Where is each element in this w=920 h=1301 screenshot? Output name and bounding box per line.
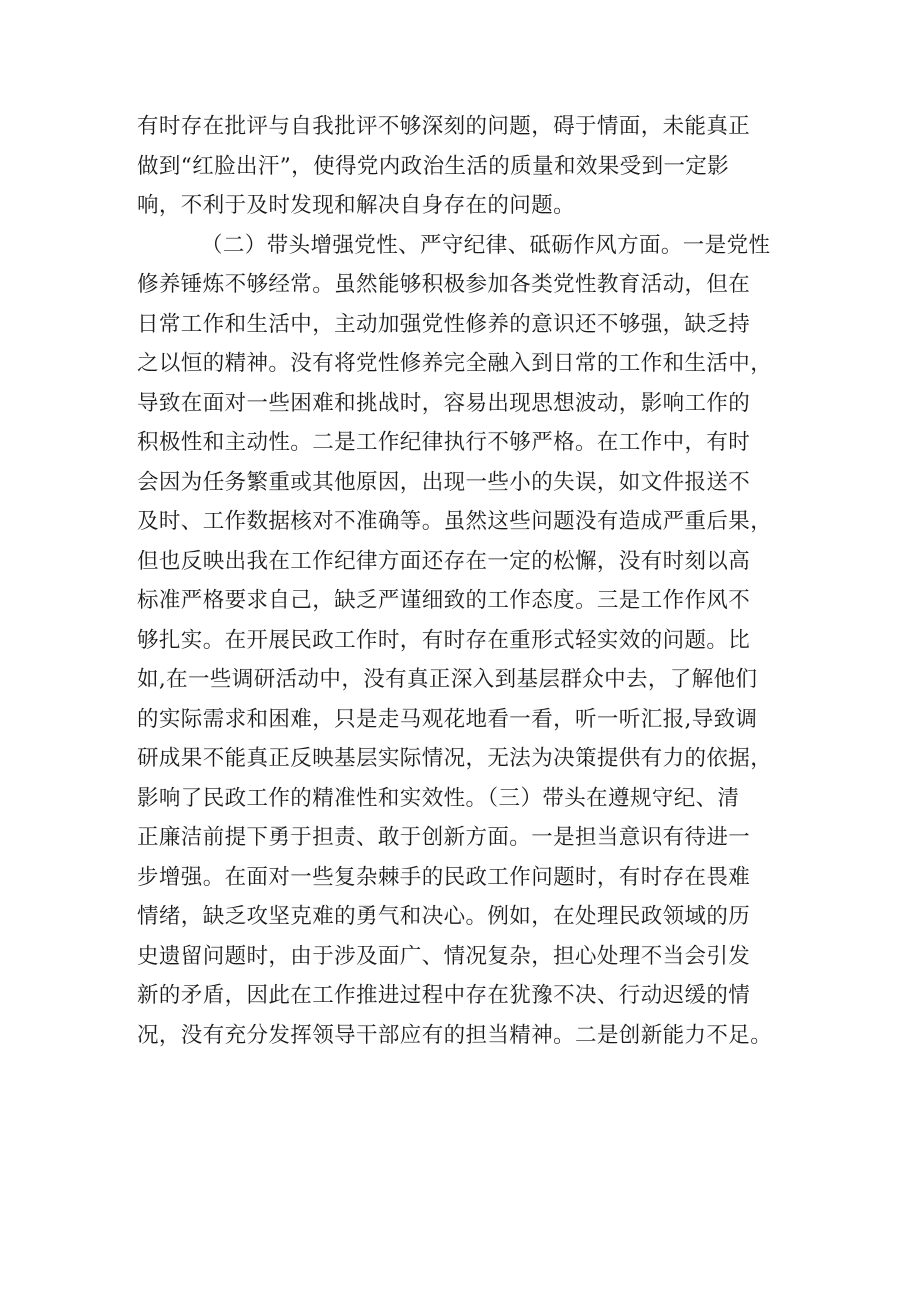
- document-body: [137, 107, 797, 1055]
- text-line: 正廉洁前提下勇于担责、敢于创新方面。一是担当意识有待进一: [137, 825, 751, 850]
- text-line: 积极性和主动性。二是工作纪律执行不够严格。在工作中，有时: [137, 430, 751, 455]
- text-line: 的实际需求和困难，只是走马观花地看一看，听一听汇报,导致调: [137, 706, 758, 732]
- text-line: 之以恒的精神。没有将党性修养完全融入到日常的工作和生活中，: [137, 351, 773, 376]
- text-line: 及时、工作数据核对不准确等。虽然这些问题没有造成严重后果，: [137, 509, 773, 534]
- text-line: 做到“红脸出汗”，使得党内政治生活的质量和效果受到一定影: [137, 153, 730, 179]
- text-line: 够扎实。在开展民政工作时，有时存在重形式轻实效的问题。比: [137, 627, 751, 653]
- text-line: 如,在一些调研活动中，没有真正深入到基层群众中去，了解他们: [137, 667, 758, 692]
- text-line: 但也反映出我在工作纪律方面还存在一定的松懈，没有时刻以高: [137, 548, 751, 574]
- text-line: 导致在面对一些困难和挑战时，容易出现思想波动，影响工作的: [137, 390, 751, 416]
- text-line: 会因为任务繁重或其他原因，出现一些小的失误，如文件报送不: [137, 469, 751, 495]
- paragraph-start-line: （二）带头增强党性、严守纪律、砥砺作风方面。一是党性: [201, 232, 771, 258]
- text-line: 响，不利于及时发现和解决自身存在的问题。: [137, 193, 576, 218]
- text-line: 日常工作和生活中，主动加强党性修养的意识还不够强，缺乏持: [137, 311, 751, 337]
- text-line: 标准严格要求自己，缺乏严谨细致的工作态度。三是工作作风不: [137, 588, 751, 613]
- text-line: 影响了民政工作的精准性和实效性。（三）带头在遵规守纪、清: [137, 785, 740, 811]
- text-line: 修养锤炼不够经常。虽然能够积极参加各类党性教育活动，但在: [137, 272, 751, 297]
- text-line: 史遗留问题时，由于涉及面广、情况复杂，担心处理不当会引发: [137, 943, 751, 969]
- text-line: 新的矛盾，因此在工作推进过程中存在犹豫不决、行动迟缓的情: [137, 983, 751, 1008]
- text-line: 有时存在批评与自我批评不够深刻的问题，碍于情面，未能真正: [137, 114, 751, 139]
- text-line: 情绪，缺乏攻坚克难的勇气和决心。例如，在处理民政领域的历: [137, 904, 751, 929]
- text-line: 况，没有充分发挥领导干部应有的担当精神。二是创新能力不足。: [137, 1022, 773, 1048]
- text-line: 研成果不能真正反映基层实际情况，无法为决策提供有力的依据，: [137, 746, 773, 771]
- text-line: 步增强。在面对一些复杂棘手的民政工作问题时，有时存在畏难: [137, 864, 751, 890]
